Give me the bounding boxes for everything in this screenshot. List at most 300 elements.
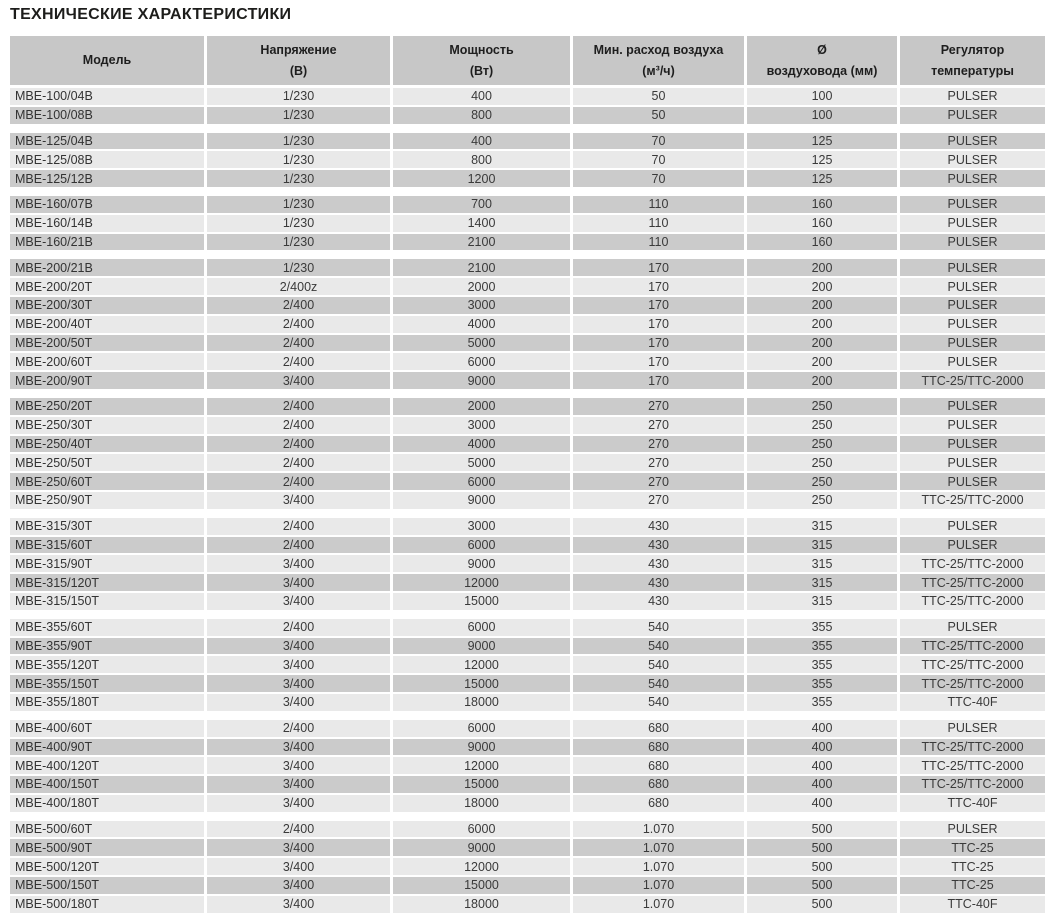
diameter-cell: 355 — [747, 619, 900, 636]
airflow-cell: 70 — [573, 170, 747, 187]
regulator-cell: PULSER — [900, 259, 1045, 276]
diameter-cell: 250 — [747, 436, 900, 453]
model-cell: MBE-200/90T — [10, 372, 207, 389]
power-cell: 9000 — [393, 372, 573, 389]
airflow-cell: 50 — [573, 88, 747, 105]
power-cell: 800 — [393, 107, 573, 124]
diameter-cell: 250 — [747, 417, 900, 434]
power-cell: 9000 — [393, 492, 573, 509]
model-cell: MBE-315/150T — [10, 593, 207, 610]
table-row — [10, 297, 1045, 316]
voltage-cell: 2/400 — [207, 473, 393, 490]
table-row — [10, 757, 1045, 776]
column-header-label: Мин. расход воздуха — [593, 42, 724, 57]
airflow-cell: 170 — [573, 335, 747, 352]
power-cell: 2100 — [393, 234, 573, 251]
model-cell: MBE-250/40T — [10, 436, 207, 453]
power-cell: 2000 — [393, 278, 573, 295]
regulator-cell: PULSER — [900, 436, 1045, 453]
voltage-cell: 3/400 — [207, 555, 393, 572]
power-cell: 18000 — [393, 896, 573, 913]
airflow-cell: 1.070 — [573, 858, 747, 875]
voltage-cell: 2/400 — [207, 454, 393, 471]
diameter-cell: 200 — [747, 353, 900, 370]
voltage-cell: 1/230 — [207, 196, 393, 213]
model-cell: MBE-400/150T — [10, 776, 207, 793]
airflow-cell: 170 — [573, 316, 747, 333]
regulator-cell: TTC-25/TTC-2000 — [900, 757, 1045, 774]
power-cell: 1200 — [393, 170, 573, 187]
voltage-cell: 3/400 — [207, 372, 393, 389]
airflow-cell: 540 — [573, 694, 747, 711]
power-cell: 9000 — [393, 638, 573, 655]
diameter-cell: 500 — [747, 877, 900, 894]
airflow-cell: 430 — [573, 518, 747, 535]
airflow-cell: 170 — [573, 297, 747, 314]
table-row — [10, 656, 1045, 675]
regulator-cell: TTC-25 — [900, 858, 1045, 875]
table-row — [10, 858, 1045, 877]
voltage-cell: 3/400 — [207, 593, 393, 610]
diameter-cell: 160 — [747, 196, 900, 213]
model-group — [10, 133, 1045, 189]
power-cell: 6000 — [393, 473, 573, 490]
column-header-sublabel: температуры — [931, 63, 1014, 78]
column-header-voltage — [207, 36, 393, 85]
model-cell: MBE-100/08B — [10, 107, 207, 124]
diameter-cell: 200 — [747, 278, 900, 295]
voltage-cell: 2/400 — [207, 537, 393, 554]
voltage-cell: 2/400 — [207, 720, 393, 737]
model-cell: MBE-500/90T — [10, 839, 207, 856]
column-header-sublabel: (Вт) — [469, 63, 494, 78]
airflow-cell: 540 — [573, 638, 747, 655]
power-cell: 15000 — [393, 675, 573, 692]
diameter-cell: 160 — [747, 215, 900, 232]
diameter-cell: 250 — [747, 398, 900, 415]
power-cell: 1400 — [393, 215, 573, 232]
airflow-cell: 110 — [573, 196, 747, 213]
model-cell: MBE-160/21B — [10, 234, 207, 251]
power-cell: 12000 — [393, 858, 573, 875]
model-cell: MBE-500/60T — [10, 821, 207, 838]
airflow-cell: 540 — [573, 675, 747, 692]
column-header-sublabel: воздуховода (мм) — [766, 63, 878, 78]
voltage-cell: 3/400 — [207, 877, 393, 894]
table-row — [10, 353, 1045, 372]
regulator-cell: TTC-25 — [900, 877, 1045, 894]
table-row — [10, 454, 1045, 473]
regulator-cell: PULSER — [900, 720, 1045, 737]
table-row — [10, 473, 1045, 492]
diameter-cell: 500 — [747, 896, 900, 913]
model-cell: MBE-355/150T — [10, 675, 207, 692]
diameter-cell: 250 — [747, 454, 900, 471]
regulator-cell: TTC-25/TTC-2000 — [900, 675, 1045, 692]
voltage-cell: 2/400 — [207, 821, 393, 838]
model-group — [10, 720, 1045, 814]
voltage-cell: 3/400 — [207, 739, 393, 756]
regulator-cell: PULSER — [900, 473, 1045, 490]
model-cell: MBE-250/20T — [10, 398, 207, 415]
airflow-cell: 680 — [573, 776, 747, 793]
power-cell: 12000 — [393, 656, 573, 673]
airflow-cell: 540 — [573, 619, 747, 636]
column-header-label: Регулятор — [940, 42, 1005, 57]
power-cell: 4000 — [393, 436, 573, 453]
regulator-cell: TTC-40F — [900, 795, 1045, 812]
model-cell: MBE-315/60T — [10, 537, 207, 554]
regulator-cell: PULSER — [900, 215, 1045, 232]
airflow-cell: 680 — [573, 795, 747, 812]
voltage-cell: 3/400 — [207, 656, 393, 673]
diameter-cell: 125 — [747, 133, 900, 150]
voltage-cell: 2/400 — [207, 417, 393, 434]
regulator-cell: PULSER — [900, 316, 1045, 333]
table-row — [10, 259, 1045, 278]
regulator-cell: TTC-25 — [900, 839, 1045, 856]
column-header-label: Ø — [817, 42, 827, 57]
voltage-cell: 2/400 — [207, 619, 393, 636]
power-cell: 9000 — [393, 839, 573, 856]
model-cell: MBE-400/180T — [10, 795, 207, 812]
table-row — [10, 436, 1045, 455]
airflow-cell: 170 — [573, 259, 747, 276]
model-cell: MBE-315/90T — [10, 555, 207, 572]
regulator-cell: TTC-25/TTC-2000 — [900, 656, 1045, 673]
regulator-cell: PULSER — [900, 537, 1045, 554]
diameter-cell: 355 — [747, 656, 900, 673]
model-group — [10, 821, 1045, 915]
airflow-cell: 430 — [573, 537, 747, 554]
voltage-cell: 1/230 — [207, 133, 393, 150]
airflow-cell: 270 — [573, 417, 747, 434]
voltage-cell: 3/400 — [207, 858, 393, 875]
table-row — [10, 675, 1045, 694]
power-cell: 15000 — [393, 593, 573, 610]
table-row — [10, 593, 1045, 612]
regulator-cell: PULSER — [900, 297, 1045, 314]
table-row — [10, 821, 1045, 840]
regulator-cell: PULSER — [900, 353, 1045, 370]
power-cell: 15000 — [393, 776, 573, 793]
power-cell: 2100 — [393, 259, 573, 276]
table-row — [10, 518, 1045, 537]
airflow-cell: 270 — [573, 398, 747, 415]
regulator-cell: PULSER — [900, 278, 1045, 295]
airflow-cell: 680 — [573, 720, 747, 737]
model-cell: MBE-200/21B — [10, 259, 207, 276]
diameter-cell: 200 — [747, 335, 900, 352]
airflow-cell: 170 — [573, 372, 747, 389]
model-cell: MBE-355/60T — [10, 619, 207, 636]
table-row — [10, 896, 1045, 915]
regulator-cell: PULSER — [900, 234, 1045, 251]
table-row — [10, 398, 1045, 417]
table-row — [10, 196, 1045, 215]
regulator-cell: TTC-25/TTC-2000 — [900, 739, 1045, 756]
power-cell: 6000 — [393, 619, 573, 636]
voltage-cell: 1/230 — [207, 107, 393, 124]
model-cell: MBE-355/120T — [10, 656, 207, 673]
voltage-cell: 2/400 — [207, 316, 393, 333]
power-cell: 6000 — [393, 720, 573, 737]
table-row — [10, 316, 1045, 335]
model-cell: MBE-400/90T — [10, 739, 207, 756]
voltage-cell: 3/400 — [207, 638, 393, 655]
column-header-power — [393, 36, 573, 85]
power-cell: 800 — [393, 151, 573, 168]
diameter-cell: 500 — [747, 839, 900, 856]
model-group — [10, 196, 1045, 252]
model-cell: MBE-500/150T — [10, 877, 207, 894]
voltage-cell: 3/400 — [207, 574, 393, 591]
table-row — [10, 492, 1045, 511]
power-cell: 6000 — [393, 353, 573, 370]
airflow-cell: 70 — [573, 151, 747, 168]
voltage-cell: 2/400 — [207, 518, 393, 535]
table-row — [10, 133, 1045, 152]
column-header-label: Напряжение — [260, 42, 337, 57]
model-cell: MBE-315/30T — [10, 518, 207, 535]
regulator-cell: PULSER — [900, 88, 1045, 105]
voltage-cell: 3/400 — [207, 694, 393, 711]
diameter-cell: 500 — [747, 821, 900, 838]
diameter-cell: 315 — [747, 574, 900, 591]
model-cell: MBE-250/50T — [10, 454, 207, 471]
regulator-cell: TTC-40F — [900, 694, 1045, 711]
column-header-sublabel: (м³/ч) — [642, 63, 675, 78]
model-group — [10, 259, 1045, 391]
model-cell: MBE-250/90T — [10, 492, 207, 509]
voltage-cell: 1/230 — [207, 151, 393, 168]
model-group — [10, 398, 1045, 511]
diameter-cell: 400 — [747, 795, 900, 812]
table-row — [10, 839, 1045, 858]
regulator-cell: TTC-25/TTC-2000 — [900, 574, 1045, 591]
regulator-cell: PULSER — [900, 821, 1045, 838]
regulator-cell: TTC-25/TTC-2000 — [900, 593, 1045, 610]
table-row — [10, 107, 1045, 126]
power-cell: 3000 — [393, 518, 573, 535]
model-cell: MBE-400/120T — [10, 757, 207, 774]
table-row — [10, 234, 1045, 253]
model-cell: MBE-500/180T — [10, 896, 207, 913]
table-row — [10, 215, 1045, 234]
regulator-cell: PULSER — [900, 398, 1045, 415]
diameter-cell: 355 — [747, 638, 900, 655]
voltage-cell: 3/400 — [207, 492, 393, 509]
model-group — [10, 619, 1045, 713]
airflow-cell: 270 — [573, 473, 747, 490]
power-cell: 2000 — [393, 398, 573, 415]
power-cell: 4000 — [393, 316, 573, 333]
regulator-cell: TTC-25/TTC-2000 — [900, 492, 1045, 509]
table-row — [10, 555, 1045, 574]
power-cell: 6000 — [393, 537, 573, 554]
table-row — [10, 417, 1045, 436]
model-cell: MBE-315/120T — [10, 574, 207, 591]
diameter-cell: 100 — [747, 107, 900, 124]
voltage-cell: 2/400z — [207, 278, 393, 295]
table-header-row — [10, 36, 1045, 85]
diameter-cell: 400 — [747, 776, 900, 793]
regulator-cell: PULSER — [900, 170, 1045, 187]
diameter-cell: 500 — [747, 858, 900, 875]
power-cell: 18000 — [393, 694, 573, 711]
regulator-cell: PULSER — [900, 619, 1045, 636]
regulator-cell: PULSER — [900, 196, 1045, 213]
regulator-cell: TTC-40F — [900, 896, 1045, 913]
airflow-cell: 170 — [573, 353, 747, 370]
diameter-cell: 315 — [747, 593, 900, 610]
power-cell: 12000 — [393, 757, 573, 774]
regulator-cell: TTC-25/TTC-2000 — [900, 638, 1045, 655]
table-row — [10, 170, 1045, 189]
airflow-cell: 1.070 — [573, 821, 747, 838]
model-cell: MBE-125/04B — [10, 133, 207, 150]
airflow-cell: 170 — [573, 278, 747, 295]
voltage-cell: 2/400 — [207, 436, 393, 453]
table-row — [10, 739, 1045, 758]
diameter-cell: 355 — [747, 675, 900, 692]
power-cell: 15000 — [393, 877, 573, 894]
spec-table-body — [10, 88, 1045, 915]
table-row — [10, 278, 1045, 297]
voltage-cell: 2/400 — [207, 335, 393, 352]
voltage-cell: 2/400 — [207, 398, 393, 415]
diameter-cell: 355 — [747, 694, 900, 711]
voltage-cell: 1/230 — [207, 259, 393, 276]
power-cell: 3000 — [393, 417, 573, 434]
table-row — [10, 88, 1045, 107]
diameter-cell: 200 — [747, 259, 900, 276]
voltage-cell: 3/400 — [207, 776, 393, 793]
airflow-cell: 270 — [573, 436, 747, 453]
table-row — [10, 574, 1045, 593]
table-row — [10, 537, 1045, 556]
model-cell: MBE-200/40T — [10, 316, 207, 333]
model-cell: MBE-250/30T — [10, 417, 207, 434]
column-header-regulator — [900, 36, 1045, 85]
voltage-cell: 3/400 — [207, 839, 393, 856]
airflow-cell: 70 — [573, 133, 747, 150]
voltage-cell: 3/400 — [207, 675, 393, 692]
diameter-cell: 200 — [747, 297, 900, 314]
table-row — [10, 776, 1045, 795]
model-cell: MBE-250/60T — [10, 473, 207, 490]
diameter-cell: 400 — [747, 739, 900, 756]
model-cell: MBE-125/12B — [10, 170, 207, 187]
diameter-cell: 315 — [747, 555, 900, 572]
diameter-cell: 250 — [747, 492, 900, 509]
model-cell: MBE-160/07B — [10, 196, 207, 213]
column-header-diameter — [747, 36, 900, 85]
power-cell: 400 — [393, 133, 573, 150]
model-cell: MBE-125/08B — [10, 151, 207, 168]
airflow-cell: 430 — [573, 555, 747, 572]
column-header-sublabel: (В) — [289, 63, 308, 78]
power-cell: 9000 — [393, 555, 573, 572]
model-cell: MBE-200/60T — [10, 353, 207, 370]
spec-table — [10, 36, 1045, 915]
power-cell: 18000 — [393, 795, 573, 812]
table-row — [10, 335, 1045, 354]
power-cell: 700 — [393, 196, 573, 213]
column-header-model — [10, 36, 207, 85]
regulator-cell: PULSER — [900, 454, 1045, 471]
column-header-label: Мощность — [449, 42, 514, 57]
voltage-cell: 3/400 — [207, 896, 393, 913]
airflow-cell: 1.070 — [573, 877, 747, 894]
regulator-cell: PULSER — [900, 133, 1045, 150]
power-cell: 6000 — [393, 821, 573, 838]
airflow-cell: 430 — [573, 593, 747, 610]
airflow-cell: 1.070 — [573, 896, 747, 913]
regulator-cell: PULSER — [900, 518, 1045, 535]
table-row — [10, 619, 1045, 638]
diameter-cell: 200 — [747, 372, 900, 389]
regulator-cell: TTC-25/TTC-2000 — [900, 372, 1045, 389]
model-cell: MBE-355/180T — [10, 694, 207, 711]
diameter-cell: 400 — [747, 757, 900, 774]
voltage-cell: 2/400 — [207, 297, 393, 314]
diameter-cell: 125 — [747, 170, 900, 187]
airflow-cell: 1.070 — [573, 839, 747, 856]
airflow-cell: 540 — [573, 656, 747, 673]
model-cell: MBE-500/120T — [10, 858, 207, 875]
table-row — [10, 720, 1045, 739]
table-row — [10, 151, 1045, 170]
diameter-cell: 100 — [747, 88, 900, 105]
page-title: ТЕХНИЧЕСКИЕ ХАРАКТЕРИСТИКИ — [10, 6, 292, 23]
power-cell: 9000 — [393, 739, 573, 756]
table-row — [10, 877, 1045, 896]
voltage-cell: 3/400 — [207, 757, 393, 774]
airflow-cell: 50 — [573, 107, 747, 124]
diameter-cell: 125 — [747, 151, 900, 168]
voltage-cell: 3/400 — [207, 795, 393, 812]
airflow-cell: 270 — [573, 454, 747, 471]
model-cell: MBE-200/20T — [10, 278, 207, 295]
power-cell: 3000 — [393, 297, 573, 314]
airflow-cell: 680 — [573, 739, 747, 756]
regulator-cell: PULSER — [900, 335, 1045, 352]
model-group — [10, 518, 1045, 612]
airflow-cell: 110 — [573, 215, 747, 232]
diameter-cell: 400 — [747, 720, 900, 737]
table-row — [10, 795, 1045, 814]
model-group — [10, 88, 1045, 126]
table-row — [10, 694, 1045, 713]
regulator-cell: TTC-25/TTC-2000 — [900, 776, 1045, 793]
model-cell: MBE-200/50T — [10, 335, 207, 352]
power-cell: 5000 — [393, 454, 573, 471]
model-cell: MBE-160/14B — [10, 215, 207, 232]
voltage-cell: 1/230 — [207, 170, 393, 187]
diameter-cell: 250 — [747, 473, 900, 490]
regulator-cell: PULSER — [900, 107, 1045, 124]
power-cell: 12000 — [393, 574, 573, 591]
airflow-cell: 680 — [573, 757, 747, 774]
airflow-cell: 430 — [573, 574, 747, 591]
column-header-airflow — [573, 36, 747, 85]
voltage-cell: 1/230 — [207, 215, 393, 232]
power-cell: 400 — [393, 88, 573, 105]
diameter-cell: 315 — [747, 518, 900, 535]
table-row — [10, 638, 1045, 657]
diameter-cell: 160 — [747, 234, 900, 251]
